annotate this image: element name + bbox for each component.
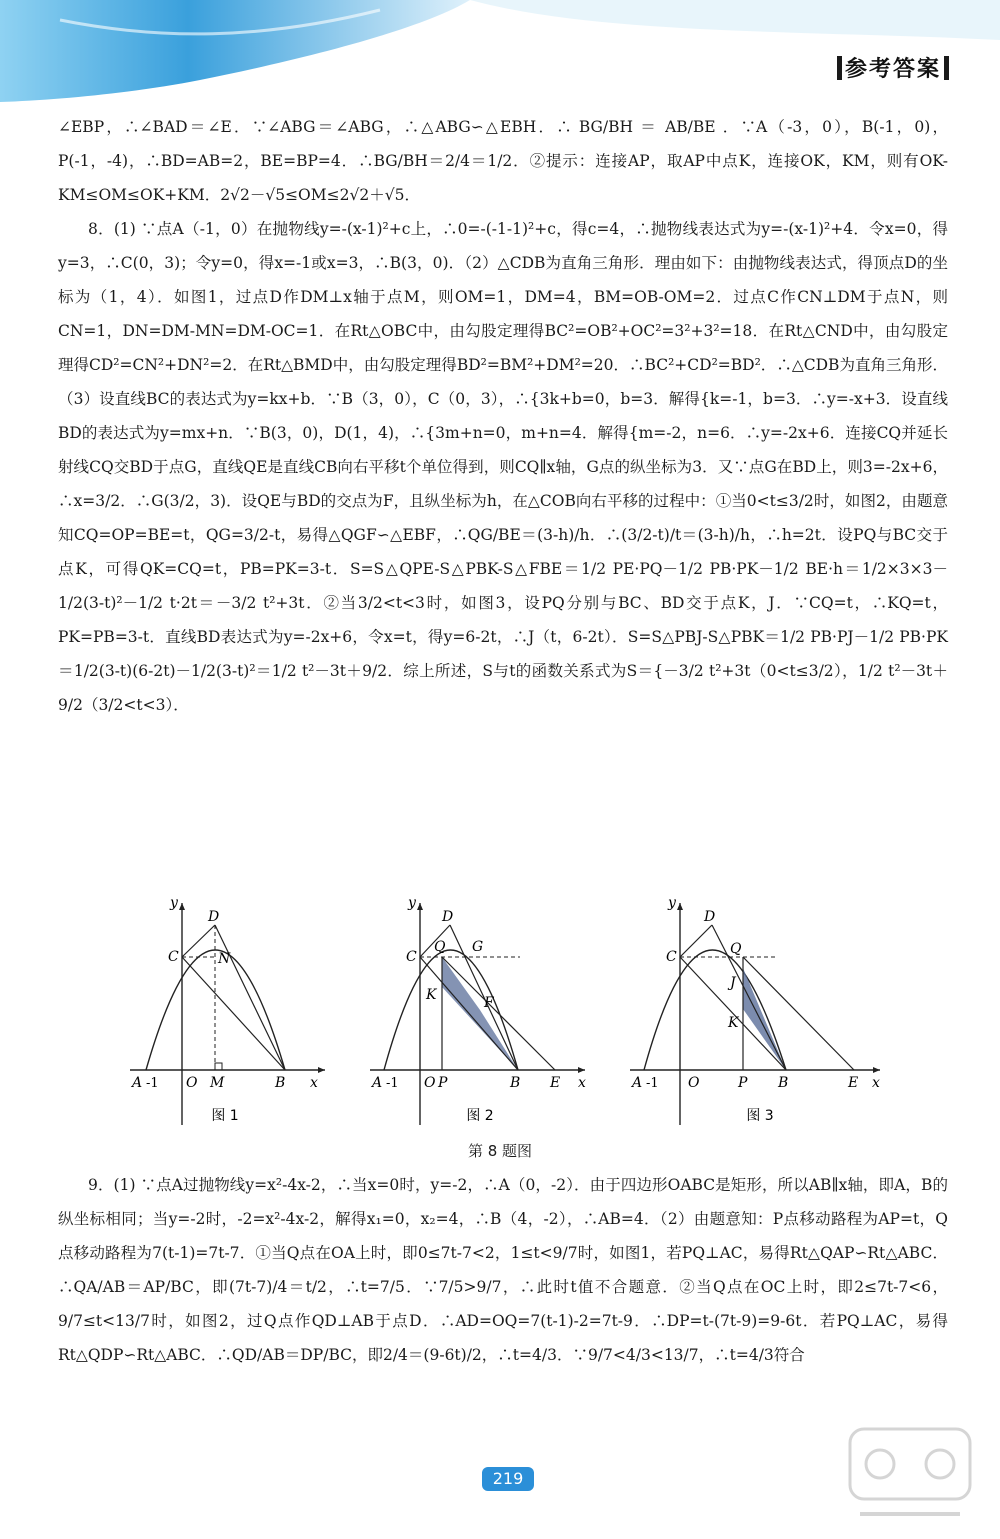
point-label: C: [406, 949, 417, 965]
point-label: K: [728, 1015, 739, 1031]
point-label: P: [438, 1075, 448, 1091]
point-label: E: [848, 1075, 859, 1091]
axis-label-x: x: [578, 1075, 586, 1091]
point-label: A: [132, 1075, 143, 1091]
point-label: G: [472, 939, 484, 955]
point-label: D: [704, 909, 716, 925]
point-label: K: [426, 987, 437, 1003]
figure-3: [630, 895, 880, 1125]
point-label: F: [484, 995, 494, 1011]
axis-label-x: x: [310, 1075, 318, 1091]
page-number: 219: [482, 1467, 534, 1491]
tick-label: -1: [146, 1076, 159, 1091]
figure-2: [370, 895, 586, 1125]
point-label: A: [372, 1075, 383, 1091]
point-label: C: [168, 949, 179, 965]
point-label: B: [778, 1075, 789, 1091]
point-label: Q: [434, 939, 446, 955]
figure-group-caption: 第 8 题图: [467, 1142, 533, 1160]
paragraph: 9．(1) ∵点A过抛物线y=x²-4x-2，∴当x=0时，y=-2，∴A（0，-2）．由于四边形OABC是矩形，所以AB∥x轴，即A，B的纵坐标相同；当y=-2时，-2=x²-4x-2，解得x₁=0，x₂=4，∴B（4，-2），∴AB=4．（2）由题意知：P点移动路程为AP=t，Q点移动路程为7(t-1)=7t-7．①当Q点在OA上时，即0≤7t-7<2，1≤t<9/7时，如图1，若PQ⊥AC，易得Rt△QAP∽Rt△ABC．∴QA/AB＝AP/BC，即(7t-7)/4＝t/2，∴t=7/5．∵7/5>9/7，∴此时t值不合题意．②当Q点在OC上时，即2≤7t-7<6，9/7≤t<13/7时，如图2，过Q点作QD⊥AB于点D．∴AD=OQ=7(t-1)-2=7t-9．∴DP=t-(7t-9)=9-6t．若PQ⊥AC，易得Rt△QDP∽Rt△ABC．∴QD/AB＝DP/BC，即2/4＝(9-6t)/2，∴t=4/3．∵9/7<4/3<13/7，∴t=4/3符合: [58, 1176, 948, 1364]
point-label: O: [424, 1075, 436, 1091]
figures-q8: [120, 895, 900, 1135]
figure-1: [130, 895, 325, 1125]
axis-label-y: y: [170, 895, 178, 911]
paragraph: ∠EBP，∴∠BAD＝∠E．∵∠ABG＝∠ABG，∴△ABG∽△EBH．∴ BG/BH ＝ AB/BE ．∵A（-3，0），B(-1，0)，P(-1，-4)，∴BD=AB=2，BE=BP=4．∴BG/BH＝2/4＝1/2．②提示：连接AP，取AP中点K，连接OK，KM，则有OK-KM≤OM≤OK+KM．2√2－√5≤OM≤2√2＋√5．: [58, 118, 948, 204]
tick-label: -1: [646, 1076, 659, 1091]
point-label: B: [275, 1075, 286, 1091]
figure-caption: 图 2: [466, 1108, 494, 1124]
point-label: O: [688, 1075, 700, 1091]
point-label: P: [738, 1075, 748, 1091]
tick-label: -1: [386, 1076, 399, 1091]
point-label: J: [730, 975, 736, 991]
answer-text: [58, 110, 948, 722]
point-label: E: [550, 1075, 561, 1091]
point-label: O: [186, 1075, 198, 1091]
point-label: A: [632, 1075, 643, 1091]
paragraph: 8．(1) ∵点A（-1，0）在抛物线y=-(x-1)²+c上，∴0=-(-1-1)²+c，得c=4，∴抛物线表达式为y=-(x-1)²+4．令x=0，得y=3，∴C(0，3)；令y=0，得x=-1或x=3，∴B(3，0)．（2）△CDB为直角三角形．理由如下：由抛物线表达式，得顶点D的坐标为（1，4）．如图1，过点D作DM⊥x轴于点M，则OM=1，DM=4，BM=OB-OM=2．过点C作CN⊥DM于点N，则CN=1，DN=DM-MN=DM-OC=1．在Rt△OBC中，由勾股定理得BC²=OB²+OC²=3²+3²=18．在Rt△CND中，由勾股定理得CD²=CN²+DN²=2．在Rt△BMD中，由勾股定理得BD²=BM²+DM²=20．∴BC²+CD²=BD²．∴△CDB为直角三角形．（3）设直线BC的表达式为y=kx+b．∵B（3，0），C（0，3），∴{3k+b=0，b=3．解得{k=-1，b=3．∴y=-x+3．设直线BD的表达式为y=mx+n．∵B(3，0)，D(1，4)，∴{3m+n=0，m+n=4．解得{m=-2，n=6．∴y=-2x+6．连接CQ并延长射线CQ交BD于点G，直线QE是直线CB向右平移t个单位得到，则CQ∥x轴，G点的纵坐标为3．又∵点G在BD上，则3=-2x+6，∴x=3/2．∴G(3/2，3)．设QE与BD的交点为F，且纵坐标为h，在△COB向右平移的过程中：①当0<t≤3/2时，如图2，由题意知CQ=OP=BE=t，QG=3/2-t，易得△QGF∽△EBF，∴QG/BE＝(3-h)/h．∴(3/2-t)/t＝(3-h)/h，∴h=2t．设PQ与BC交于点K，可得QK=CQ=t，PB=PK=3-t．S=S△QPE-S△PBK-S△FBE＝1/2 PE·PQ－1/2 PB·PK－1/2 BE·h＝1/2×3×3－1/2(3-t)²－1/2 t·2t＝－3/2 t²+3t．②当3/2<t<3时，如图3，设PQ分别与BC、BD交于点K，J．∵CQ=t，∴KQ=t，PK=PB=3-t．直线BD表达式为y=-2x+6，令x=t，得y=6-2t，∴J（t，6-2t）．S=S△PBJ-S△PBK＝1/2 PB·PJ－1/2 PB·PK＝1/2(3-t)(6-2t)－1/2(3-t)²＝1/2 t²－3t＋9/2．综上所述，S与t的函数关系式为S＝{－3/2 t²+3t（0<t≤3/2），1/2 t²－3t＋9/2（3/2<t<3）．: [58, 220, 948, 714]
answer-text-continued: [58, 1168, 948, 1372]
point-label: N: [218, 951, 231, 967]
axis-label-y: y: [408, 895, 416, 911]
section-label: 参考答案: [834, 52, 952, 83]
axis-label-x: x: [872, 1075, 880, 1091]
figure-caption: 图 3: [746, 1108, 774, 1124]
watermark-logo: [840, 1419, 980, 1529]
axis-label-y: y: [668, 895, 676, 911]
point-label: B: [510, 1075, 521, 1091]
point-label: D: [442, 909, 454, 925]
point-label: C: [666, 949, 677, 965]
point-label: D: [208, 909, 220, 925]
point-label: M: [210, 1075, 225, 1091]
figure-caption: 图 1: [211, 1108, 239, 1124]
point-label: Q: [730, 941, 742, 957]
